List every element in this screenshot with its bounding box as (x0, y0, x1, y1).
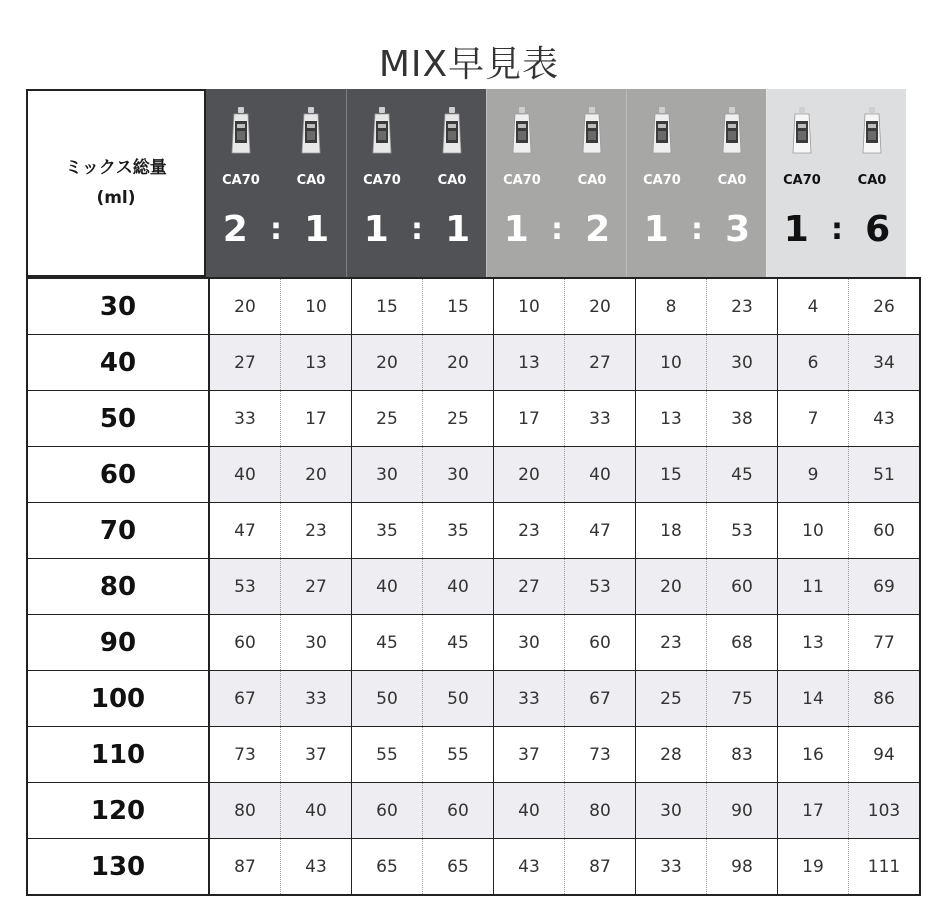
ratio-colon: : (690, 212, 703, 247)
ratio (206, 209, 346, 250)
total-volume-label: ミックス総量 (65, 158, 167, 178)
ca0-amount-cell: 90 (707, 783, 778, 839)
ca70-pouch-icon (371, 107, 393, 155)
ca70-label: CA70 (363, 173, 401, 188)
ca0-amount-cell: 53 (707, 503, 778, 559)
ca0-amount-cell: 17 (281, 391, 352, 447)
ca70-label: CA70 (222, 173, 260, 188)
ca0-amount-cell: 34 (849, 335, 921, 391)
ca70-amount-cell: 13 (778, 615, 849, 671)
ca70-pouch-icon (791, 107, 813, 155)
ca70-label: CA70 (643, 173, 681, 188)
ca0-amount-cell: 86 (849, 671, 921, 727)
ca70-amount-cell: 13 (494, 335, 565, 391)
ca0-amount-cell: 30 (423, 447, 494, 503)
unit-label: (ml) (96, 188, 136, 208)
ca70-amount-cell: 27 (494, 559, 565, 615)
total-volume-cell: 90 (27, 615, 209, 671)
ca0-amount-cell: 80 (565, 783, 636, 839)
ca0-amount-cell: 60 (707, 559, 778, 615)
ca0-amount-cell: 40 (565, 447, 636, 503)
total-volume-cell: 110 (27, 727, 209, 783)
ratio (487, 209, 627, 250)
ca0-pouch-icon (861, 107, 883, 155)
ca70-amount-cell: 10 (778, 503, 849, 559)
ratio-right: 3 (725, 209, 751, 250)
ca70-amount-cell: 25 (636, 671, 707, 727)
ca0-amount-cell: 111 (849, 839, 921, 896)
ca0-amount-cell: 40 (281, 783, 352, 839)
ca70-amount-cell: 35 (352, 503, 423, 559)
ca70-amount-cell: 53 (209, 559, 281, 615)
ca70-amount-cell: 20 (209, 278, 281, 335)
ca0-amount-cell: 45 (707, 447, 778, 503)
ca70-amount-cell: 18 (636, 503, 707, 559)
ca70-amount-cell: 45 (352, 615, 423, 671)
ca0-label: CA0 (857, 173, 887, 188)
ca70-amount-cell: 37 (494, 727, 565, 783)
ratio-colon: : (410, 212, 423, 247)
mix-table (26, 277, 921, 896)
ca0-amount-cell: 10 (281, 278, 352, 335)
ratio-right: 6 (865, 209, 891, 250)
ca0-amount-cell: 53 (565, 559, 636, 615)
ca70-amount-cell: 40 (352, 559, 423, 615)
table-row (27, 671, 920, 727)
ca0-amount-cell: 33 (565, 391, 636, 447)
ca70-amount-cell: 9 (778, 447, 849, 503)
ratio-header (206, 89, 906, 277)
ca70-amount-cell: 65 (352, 839, 423, 896)
ca70-amount-cell: 14 (778, 671, 849, 727)
ca70-amount-cell: 19 (778, 839, 849, 896)
ca0-amount-cell: 20 (423, 335, 494, 391)
table-row (27, 335, 920, 391)
ca70-amount-cell: 10 (636, 335, 707, 391)
ca0-amount-cell: 47 (565, 503, 636, 559)
ca0-pouch-icon (441, 107, 463, 155)
ca70-amount-cell: 20 (494, 447, 565, 503)
ca70-amount-cell: 15 (352, 278, 423, 335)
ca0-amount-cell: 43 (281, 839, 352, 896)
ratio-right: 1 (445, 209, 471, 250)
ratio-colon: : (550, 212, 563, 247)
ratio (767, 209, 907, 250)
ca70-label: CA70 (503, 173, 541, 188)
ca70-amount-cell: 25 (352, 391, 423, 447)
ca70-amount-cell: 7 (778, 391, 849, 447)
ca0-amount-cell: 38 (707, 391, 778, 447)
ca0-amount-cell: 37 (281, 727, 352, 783)
ratio-group-5 (766, 89, 906, 277)
ratio-group-3 (486, 89, 626, 277)
ratio-left: 2 (222, 209, 248, 250)
ca70-amount-cell: 67 (209, 671, 281, 727)
total-volume-cell: 130 (27, 839, 209, 896)
ca0-label: CA0 (717, 173, 747, 188)
ca0-amount-cell: 55 (423, 727, 494, 783)
ca0-amount-cell: 77 (849, 615, 921, 671)
ca70-amount-cell: 55 (352, 727, 423, 783)
ca0-amount-cell: 69 (849, 559, 921, 615)
ca0-amount-cell: 25 (423, 391, 494, 447)
ca70-amount-cell: 10 (494, 278, 565, 335)
ca70-amount-cell: 30 (636, 783, 707, 839)
ca0-amount-cell: 65 (423, 839, 494, 896)
ratio-left: 1 (783, 209, 809, 250)
ca70-amount-cell: 60 (352, 783, 423, 839)
ratio (627, 209, 767, 250)
ca0-amount-cell: 40 (423, 559, 494, 615)
ca0-amount-cell: 30 (281, 615, 352, 671)
ca70-amount-cell: 17 (494, 391, 565, 447)
total-volume-cell: 100 (27, 671, 209, 727)
ca70-amount-cell: 43 (494, 839, 565, 896)
ca0-amount-cell: 60 (849, 503, 921, 559)
ca70-amount-cell: 27 (209, 335, 281, 391)
total-volume-cell: 70 (27, 503, 209, 559)
ca0-label: CA0 (577, 173, 607, 188)
ratio-group-2 (346, 89, 486, 277)
ca0-amount-cell: 60 (565, 615, 636, 671)
ca70-amount-cell: 60 (209, 615, 281, 671)
table-row (27, 615, 920, 671)
ca0-amount-cell: 73 (565, 727, 636, 783)
ratio-colon: : (269, 212, 282, 247)
ca0-pouch-icon (581, 107, 603, 155)
ca0-amount-cell: 23 (281, 503, 352, 559)
ca0-amount-cell: 45 (423, 615, 494, 671)
ca70-amount-cell: 40 (494, 783, 565, 839)
ca70-amount-cell: 80 (209, 783, 281, 839)
ca70-amount-cell: 13 (636, 391, 707, 447)
ca70-amount-cell: 33 (636, 839, 707, 896)
ca0-amount-cell: 87 (565, 839, 636, 896)
table-row (27, 727, 920, 783)
ca70-amount-cell: 20 (352, 335, 423, 391)
table-row (27, 783, 920, 839)
ca70-amount-cell: 33 (209, 391, 281, 447)
ca70-amount-cell: 15 (636, 447, 707, 503)
total-volume-cell: 50 (27, 391, 209, 447)
ca0-label: CA0 (296, 173, 326, 188)
ca0-amount-cell: 23 (707, 278, 778, 335)
ca0-amount-cell: 20 (281, 447, 352, 503)
ca0-amount-cell: 75 (707, 671, 778, 727)
table-row (27, 839, 920, 896)
ca0-amount-cell: 27 (565, 335, 636, 391)
table-row (27, 447, 920, 503)
ca0-amount-cell: 51 (849, 447, 921, 503)
ca0-amount-cell: 103 (849, 783, 921, 839)
ca70-amount-cell: 6 (778, 335, 849, 391)
ca70-amount-cell: 50 (352, 671, 423, 727)
total-volume-cell: 40 (27, 335, 209, 391)
total-volume-cell: 80 (27, 559, 209, 615)
ca0-amount-cell: 98 (707, 839, 778, 896)
ca70-amount-cell: 33 (494, 671, 565, 727)
ca0-amount-cell: 50 (423, 671, 494, 727)
table-row (27, 559, 920, 615)
ca70-amount-cell: 30 (352, 447, 423, 503)
ca70-amount-cell: 8 (636, 278, 707, 335)
total-volume-cell: 120 (27, 783, 209, 839)
ca0-amount-cell: 20 (565, 278, 636, 335)
ratio-right: 2 (585, 209, 611, 250)
ca70-amount-cell: 28 (636, 727, 707, 783)
total-volume-cell: 60 (27, 447, 209, 503)
ca0-amount-cell: 43 (849, 391, 921, 447)
table-row (27, 503, 920, 559)
ca0-amount-cell: 13 (281, 335, 352, 391)
ca70-amount-cell: 73 (209, 727, 281, 783)
total-volume-cell: 30 (27, 278, 209, 335)
ca70-amount-cell: 87 (209, 839, 281, 896)
ca70-label: CA70 (783, 173, 821, 188)
ca70-amount-cell: 16 (778, 727, 849, 783)
ca70-pouch-icon (230, 107, 252, 155)
ca0-amount-cell: 27 (281, 559, 352, 615)
table-row (27, 278, 920, 335)
ca70-pouch-icon (511, 107, 533, 155)
ca0-amount-cell: 83 (707, 727, 778, 783)
ca0-amount-cell: 26 (849, 278, 921, 335)
ca0-label: CA0 (437, 173, 467, 188)
ca70-amount-cell: 30 (494, 615, 565, 671)
ca0-amount-cell: 68 (707, 615, 778, 671)
ca0-amount-cell: 30 (707, 335, 778, 391)
ca70-amount-cell: 4 (778, 278, 849, 335)
ca0-amount-cell: 35 (423, 503, 494, 559)
ca70-amount-cell: 17 (778, 783, 849, 839)
ca0-amount-cell: 60 (423, 783, 494, 839)
ratio-right: 1 (304, 209, 330, 250)
ca70-amount-cell: 40 (209, 447, 281, 503)
ca70-amount-cell: 23 (494, 503, 565, 559)
ca70-amount-cell: 20 (636, 559, 707, 615)
page-title: MIX早見表 (378, 44, 560, 85)
ca0-amount-cell: 15 (423, 278, 494, 335)
ca0-amount-cell: 33 (281, 671, 352, 727)
ca70-pouch-icon (651, 107, 673, 155)
ratio (347, 209, 487, 250)
ratio-group-4 (626, 89, 766, 277)
ratio-left: 1 (363, 209, 389, 250)
total-volume-header (26, 89, 206, 277)
ca0-pouch-icon (721, 107, 743, 155)
ratio-colon: : (830, 212, 843, 247)
ratio-left: 1 (503, 209, 529, 250)
ca0-amount-cell: 94 (849, 727, 921, 783)
ca0-pouch-icon (300, 107, 322, 155)
ca70-amount-cell: 47 (209, 503, 281, 559)
ca70-amount-cell: 11 (778, 559, 849, 615)
ca70-amount-cell: 23 (636, 615, 707, 671)
table-row (27, 391, 920, 447)
ratio-left: 1 (643, 209, 669, 250)
ratio-group-1 (206, 89, 346, 277)
ca0-amount-cell: 67 (565, 671, 636, 727)
